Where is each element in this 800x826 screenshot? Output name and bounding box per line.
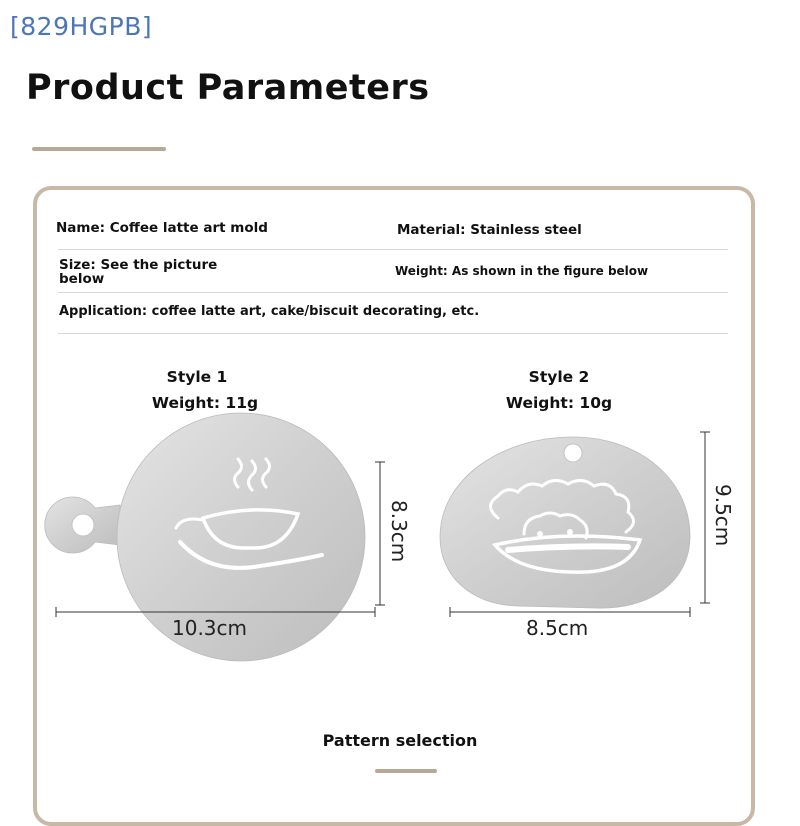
footer-underline — [375, 769, 437, 773]
page-title: Product Parameters — [26, 68, 430, 108]
style1-weight: Weight: 11g — [151, 394, 259, 412]
style2-label: Style 2 — [528, 368, 590, 386]
param-size-line2: below — [59, 271, 105, 287]
style2-height-label: 9.5cm — [711, 484, 735, 547]
style1-label: Style 1 — [166, 368, 228, 386]
param-weight: Weight: As shown in the figure below — [395, 264, 649, 278]
style1-height-label: 8.3cm — [387, 500, 411, 563]
param-material: Material: Stainless steel — [397, 222, 582, 238]
style1-width-label: 10.3cm — [172, 616, 248, 640]
product-code: [829HGPB] — [10, 12, 153, 41]
pattern-selection-heading: Pattern selection — [322, 731, 478, 750]
style2-weight: Weight: 10g — [505, 394, 613, 412]
param-name: Name: Coffee latte art mold — [56, 220, 268, 236]
param-application: Application: coffee latte art, cake/biscuit decorating, etc. — [59, 304, 480, 319]
style2-width-label: 8.5cm — [526, 616, 589, 640]
lion-face-stencil-icon — [440, 437, 690, 608]
param-size-line1: Size: See the picture — [59, 257, 218, 273]
